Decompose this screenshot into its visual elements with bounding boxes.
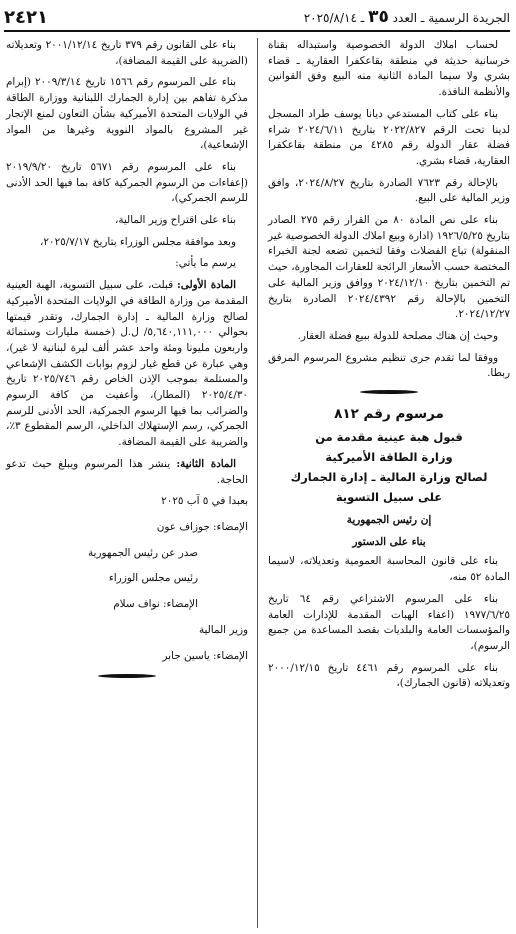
running-header — [304, 7, 510, 27]
paragraph: بناء على اقتراح وزير المالية، — [114, 214, 236, 227]
decrees-line: يرسم ما يأتي: — [175, 257, 236, 270]
article-2-text: ينشر هذا المرسوم ويبلغ حيث تدعو الحاجة. — [6, 457, 248, 486]
issue-date: ـ ٢٠٢٥/٨/١٤ — [303, 11, 365, 25]
signature-finance-minister: الإمضاء: ياسين جابر — [162, 649, 248, 662]
paragraph: بناء على كتاب المستدعي ديانا يوسف طراد المسجل لدينا تحت الرقم ٢٠٢٢/٨٢٧ بتاريخ ٢٠٢٤/٦/١١ شراء فضلة عقار الدولة رقم ٤٢٨٥ من منطقة بقاعكفرا العقارية، قضاء بشري. — [268, 107, 510, 167]
paragraph: ووفقا لما تقدم جرى تنظيم مشروع المرسوم المرفق ربطا. — [268, 351, 510, 380]
pm-title: رئيس مجلس الوزراء — [108, 572, 198, 585]
section-separator — [268, 390, 510, 394]
paragraph: بناء على القانون رقم ٣٧٩ تاريخ ٢٠٠١/١٢/١٤ وتعديلاته (الضريبة على القيمة المضافة)، — [6, 39, 248, 67]
paragraph: بناء على المرسوم رقم ٤٤٦١ تاريخ ٢٠٠٠/١٢/١٥ وتعديلاته (قانون الجمارك)، — [268, 661, 510, 690]
paragraph: بناء على المرسوم رقم ٥٦٧١ تاريخ ٢٠١٩/٩/٢٠ (إعفاءات من الرسوم الجمركية كافة بما فيها الحد الأدنى للرسم الجمركي)، — [6, 160, 248, 205]
decree-subtitle-line: قبول هبة عينية مقدمة من — [315, 430, 463, 445]
article-2-title: المادة الثانية: — [176, 457, 236, 470]
issue-number: ٣٥ — [368, 7, 389, 27]
paragraph: بناء على المرسوم رقم ١٥٦٦ تاريخ ٢٠٠٩/٣/١٤ (إبرام مذكرة تفاهم بين إدارة الجمارك اللبنانية ووزارة الطاقة في الولايات المتحدة الأميركية بشأن التعاون لمنع الإتجار غير المشروع بالمواد النووية وغيرها من المواد الإشعاعية)، — [6, 76, 248, 152]
paragraph: لحساب املاك الدولة الخصوصية واستبداله بقناة خرسانية حديثة في منطقة بقاعكفرا العقارية ـ قضاء بشري ولا سيما المادة الثانية منه البيع وفق القوانين والأنظمة النافذة. — [268, 39, 510, 99]
issued-by-line: صدر عن رئيس الجمهورية — [87, 546, 198, 559]
finance-minister-title: وزير المالية — [198, 623, 248, 636]
paragraph: وبعد موافقة مجلس الوزراء بتاريخ ٢٠٢٥/٧/١٧، — [40, 235, 236, 248]
article-1-title: المادة الأولى: — [176, 279, 236, 292]
running-title: الجريدة الرسمية ـ العدد — [392, 11, 510, 25]
paragraph: بناء على المرسوم الاشتراعي رقم ٦٤ تاريخ ١٩٧٧/٦/٢٥ (اعفاء الهبات المقدمة للإدارات العامة والمؤسسات العامة والبلديات بقصد المساعدة من جميع الرسوم)، — [268, 592, 510, 652]
right-column — [268, 38, 510, 928]
article-1-text: قبلت، على سبيل التسوية، الهبة العينية المقدمة من وزارة الطاقة في الولايات المتحدة الأميركية لصالح وزارة المالية ـ إدارة الجمارك، وتقدر قيمتها بحوالي ٥,٦٤٠,١١١,٠٠٠/ ل.ل (خمسة مليارات وستمائة واربعون مليونا ومئة واحد عشر ألف ليرة لبنانية لا غير)، وهي عبارة عن قطع غيار لزوم بوابات الكشف الإشعاعي والمستلمة بموجب الإذن الخاص رقم ٢٠٢٥/٧٤٦ تاريخ ٢٠٢٥/٤/٣٠ (المطار)، وأعفيت من كافة الرسوم والضرائب بما فيها الرسوم الجمركية، الحد الأدنى للرسم الجمركي، رسم الإستهلاك الداخلي، الرسم المقطوع ٣٪، والضريبة على القيمة المضافة. — [6, 279, 248, 449]
article-2 — [6, 457, 248, 488]
paragraph: بناء على نص المادة ٨٠ من القرار رقم ٢٧٥ الصادر بتاريخ ١٩٢٦/٥/٢٥ (ادارة وبيع املاك الدولة الخصوصية غير المنقولة) تباع الفضلات وفقا لتخمين تضعه لجنة الخبراء المختصة حسب الأسعار الرائجة للعقارات المجاورة، حيث تم التخمين بتاريخ ٢٠٢٤/١٢/١٠ ووافق وزير المالية على التخمين بالإحالة رقم ٢٠٢٤/٤٣٩٢ الصادرة بتاريخ ٢٠٢٤/١٢/٢٧. — [268, 214, 510, 321]
paragraph: بناء على قانون المحاسبة العمومية وتعديلاته، لاسيما المادة ٥٢ منه، — [268, 555, 510, 584]
decree-title: مرسوم رقم ٨١٢ — [334, 406, 444, 423]
decree-subtitle-line: وزارة الطاقة الأميركية — [325, 450, 453, 465]
decree-heading — [268, 404, 510, 507]
signature-pm: الإمضاء: نواف سلام — [113, 598, 198, 611]
signature-president: الإمضاء: جوزاف عون — [156, 520, 248, 533]
president-line: إن رئيس الجمهورية — [346, 514, 432, 527]
decree-subtitle-line: لصالح وزارة المالية ـ إدارة الجمارك — [290, 470, 488, 485]
paragraph: بالإحالة رقم ٧٦٢٣ الصادرة بتاريخ ٢٠٢٤/٨/٢٧، وافق وزير المالية على البيع. — [268, 176, 510, 205]
date-line: بعبدا في ٥ آب ٢٠٢٥ — [161, 495, 248, 508]
page-header — [4, 4, 510, 32]
column-divider — [257, 38, 258, 928]
section-separator — [6, 674, 248, 678]
page-number: ٢٤٢١ — [4, 6, 48, 28]
left-column — [6, 38, 248, 928]
paragraph: وحيث إن هناك مصلحة للدولة ببيع فضلة العقار. — [297, 329, 498, 342]
decree-subtitle-line: على سبيل التسوية — [335, 490, 443, 505]
constitution-line: بناء على الدستور — [352, 535, 426, 548]
article-1 — [6, 278, 248, 451]
